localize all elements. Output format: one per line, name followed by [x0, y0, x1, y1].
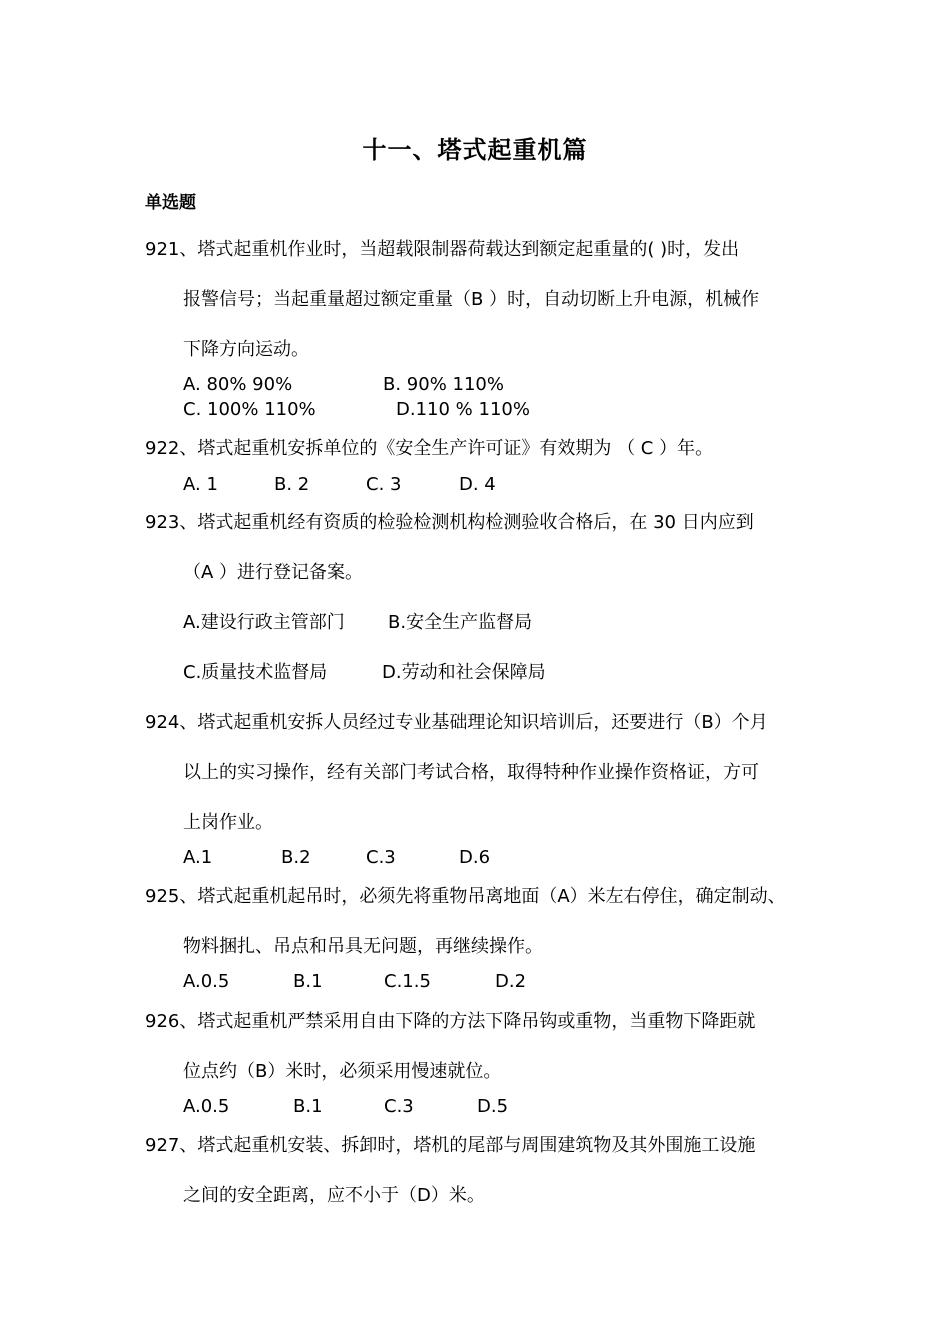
option: D.6 [459, 847, 491, 868]
option: A.0.5 [183, 1096, 230, 1117]
option: D.2 [495, 971, 527, 992]
option: A.建设行政主管部门 [183, 612, 345, 633]
option: A.0.5 [183, 971, 230, 992]
option: D. 4 [459, 474, 496, 495]
option: D.劳动和社会保障局 [382, 662, 546, 683]
option: C.3 [366, 847, 396, 868]
question-927-line-2: 之间的安全距离，应不小于（D）米。 [183, 1185, 485, 1206]
section-heading: 单选题 [145, 193, 196, 213]
option: B.2 [281, 847, 311, 868]
option: D.5 [477, 1096, 509, 1117]
question-924-line-2: 以上的实习操作，经有关部门考试合格，取得特种作业操作资格证，方可 [183, 762, 759, 783]
option: A.1 [183, 847, 213, 868]
question-925-line-1: 925、塔式起重机起吊时，必须先将重物吊离地面（A）米左右停住，确定制动、 [145, 886, 786, 907]
option: A. 1 [183, 474, 218, 495]
question-924-line-3: 上岗作业。 [183, 812, 273, 833]
question-926-line-1: 926、塔式起重机严禁采用自由下降的方法下降吊钩或重物，当重物下降距就 [145, 1011, 756, 1032]
option: C.3 [384, 1096, 414, 1117]
option: B.安全生产监督局 [388, 612, 533, 633]
question-925-line-2: 物料捆扎、吊点和吊具无问题，再继续操作。 [183, 936, 543, 957]
question-926-line-2: 位点约（B）米时，必须采用慢速就位。 [183, 1061, 502, 1082]
question-923-line-2: （A ）进行登记备案。 [183, 562, 364, 583]
question-921-line-2: 报警信号；当起重量超过额定重量（B ）时，自动切断上升电源，机械作 [183, 289, 760, 310]
option: C. 3 [366, 474, 402, 495]
option: C.1.5 [384, 971, 431, 992]
option: B.1 [293, 1096, 323, 1117]
question-927-line-1: 927、塔式起重机安装、拆卸时，塔机的尾部与周围建筑物及其外围施工设施 [145, 1135, 756, 1156]
question-922-line-1: 922、塔式起重机安拆单位的《安全生产许可证》有效期为 （ C ）年。 [145, 438, 714, 459]
option: B.1 [293, 971, 323, 992]
option: B. 2 [274, 474, 310, 495]
question-924-line-1: 924、塔式起重机安拆人员经过专业基础理论知识培训后，还要进行（B）个月 [145, 712, 768, 733]
page-title: 十一、塔式起重机篇 [362, 135, 588, 164]
option: C.质量技术监督局 [183, 662, 328, 683]
question-923-line-1: 923、塔式起重机经有资质的检验检测机构检测验收合格后，在 30 日内应到 [145, 512, 754, 533]
question-921-line-1: 921、塔式起重机作业时，当超载限制器荷载达到额定起重量的( )时，发出 [145, 239, 740, 260]
option: D.110 % 110% [396, 399, 530, 420]
option: C. 100% 110% [183, 399, 316, 420]
question-921-line-3: 下降方向运动。 [183, 339, 309, 360]
option: B. 90% 110% [383, 374, 504, 395]
option: A. 80% 90% [183, 374, 293, 395]
